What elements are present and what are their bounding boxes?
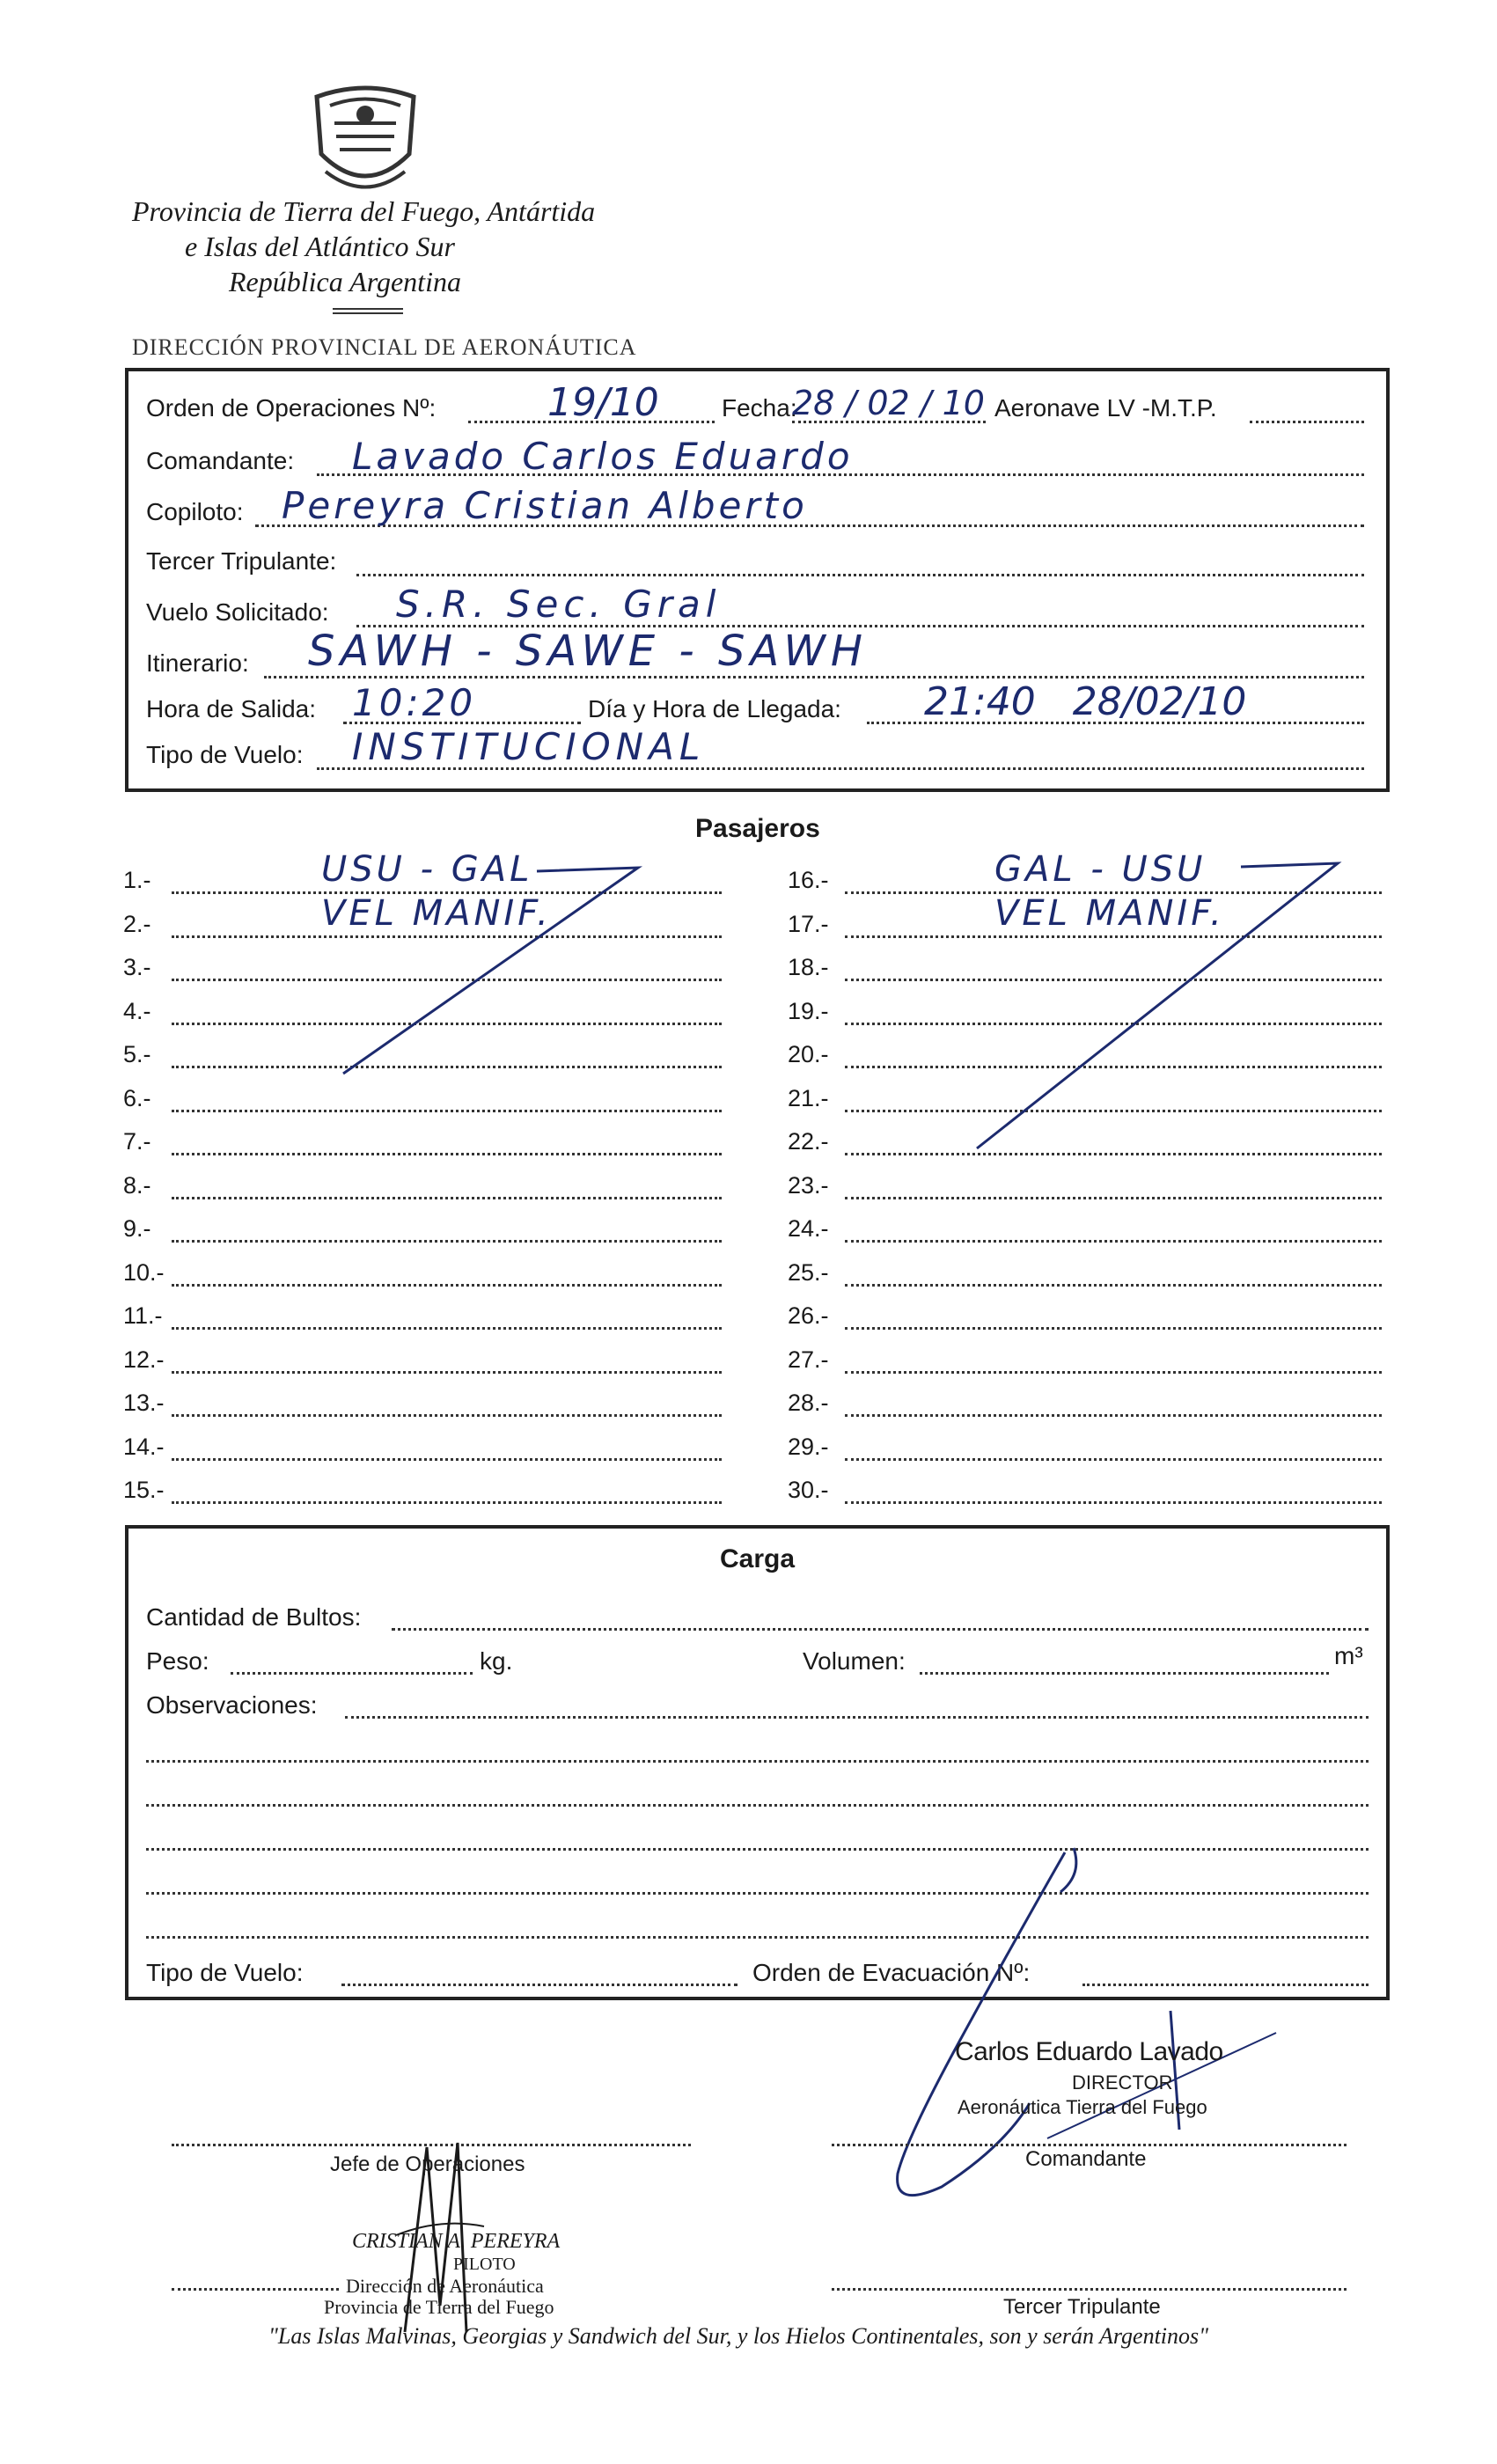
commander-label: Comandante: <box>146 447 295 474</box>
departure-label: Hora de Salida: <box>146 695 317 722</box>
passenger-line <box>172 1240 722 1243</box>
weight-unit: kg. <box>480 1647 513 1675</box>
volume-line <box>920 1672 1329 1675</box>
third-crew-line <box>356 574 1364 576</box>
province-line-1: Provincia de Tierra del Fuego, Antártida <box>132 195 596 227</box>
passenger-number: 8.- <box>123 1171 151 1199</box>
stamp2-org1: Dirección de Aeronáutica <box>346 2275 544 2297</box>
volume-unit: m³ <box>1334 1642 1363 1669</box>
province-coat-of-arms <box>299 84 431 202</box>
date-label: Fecha: <box>722 394 797 422</box>
passenger-line <box>172 1371 722 1374</box>
passenger-number: 28.- <box>788 1390 829 1416</box>
copilot-label: Copiloto: <box>146 498 244 525</box>
stamp1-name: Carlos Eduardo Lavado <box>955 2037 1223 2066</box>
passengers-title: Pasajeros <box>695 814 820 843</box>
passenger-number: 7.- <box>123 1128 151 1155</box>
commander-signature-line <box>832 2144 1347 2146</box>
stamp1-org: Aeronáutica Tierra del Fuego <box>958 2096 1207 2118</box>
passenger-line <box>845 1414 1382 1417</box>
passenger-line <box>845 1197 1382 1199</box>
ops-chief-lower-line <box>172 2288 339 2291</box>
arrival-label: Día y Hora de Llegada: <box>588 695 841 722</box>
passenger-number: 20.- <box>788 1041 829 1067</box>
passenger-number: 11.- <box>123 1302 163 1329</box>
commander-sign-label: Comandante <box>1025 2147 1147 2171</box>
province-line-2: e Islas del Atlántico Sur <box>185 231 455 262</box>
passenger-number: 18.- <box>788 954 829 980</box>
arrival-value: 21:40 28/02/10 <box>924 679 1247 724</box>
passenger-number: 19.- <box>788 997 829 1024</box>
passenger-line <box>845 1458 1382 1461</box>
operations-box <box>125 368 1390 792</box>
passenger-line <box>172 1458 722 1461</box>
flight-type-value: INSTITUCIONAL <box>352 725 706 768</box>
weight-line <box>231 1672 473 1675</box>
passenger-number: 9.- <box>123 1215 151 1242</box>
evacuation-label: Orden de Evacuación Nº: <box>752 1959 1031 1986</box>
departure-value: 10:20 <box>352 681 477 724</box>
passenger-line <box>172 1501 722 1504</box>
passenger-number: 26.- <box>788 1302 829 1329</box>
passenger-number: 13.- <box>123 1390 165 1416</box>
cargo-flight-type-label: Tipo de Vuelo: <box>146 1959 304 1986</box>
order-label: Orden de Operaciones Nº: <box>146 394 437 422</box>
observations-line-3 <box>146 1804 1369 1807</box>
third-crew-label: Tercer Tripulante: <box>146 547 337 575</box>
passenger-line <box>172 1110 722 1112</box>
ops-chief-label: Jefe de Operaciones <box>330 2152 525 2176</box>
passenger-line <box>845 1501 1382 1504</box>
stamp2-name: CRISTIAN A. PEREYRA <box>352 2230 561 2253</box>
passenger-number: 15.- <box>123 1477 165 1503</box>
direction-title: DIRECCIÓN PROVINCIAL DE AERONÁUTICA <box>132 334 637 360</box>
itinerary-line <box>264 676 1364 678</box>
stamp1-title: DIRECTOR <box>1072 2072 1173 2094</box>
passenger-number: 4.- <box>123 997 151 1024</box>
passengers-crossout-left <box>326 854 651 1082</box>
flight-requested-label: Vuelo Solicitado: <box>146 598 329 626</box>
packages-label: Cantidad de Bultos: <box>146 1603 362 1631</box>
passenger-number: 21.- <box>788 1084 829 1111</box>
header-divider <box>333 308 403 314</box>
passenger-number: 24.- <box>788 1215 829 1242</box>
packages-line <box>392 1628 1369 1631</box>
passenger-number: 3.- <box>123 954 151 980</box>
passenger-number: 5.- <box>123 1041 151 1067</box>
passenger-line <box>845 1371 1382 1374</box>
volume-label: Volumen: <box>803 1647 906 1675</box>
itinerary-value: SAWH - SAWE - SAWH <box>308 627 868 676</box>
passenger-line <box>172 1327 722 1330</box>
passenger-line <box>845 1284 1382 1287</box>
passenger-number: 25.- <box>788 1258 829 1286</box>
passenger-number: 17.- <box>788 910 829 937</box>
passenger-line <box>845 1240 1382 1243</box>
passenger-number: 12.- <box>123 1346 165 1373</box>
passenger-number: 30.- <box>788 1477 829 1503</box>
passenger-line <box>172 1197 722 1199</box>
cargo-title: Carga <box>720 1544 796 1573</box>
passenger-name: USU - GAL <box>321 849 533 890</box>
province-line-3: República Argentina <box>229 266 461 297</box>
passenger-number: 10.- <box>123 1258 165 1286</box>
flight-type-label: Tipo de Vuelo: <box>146 741 304 768</box>
passenger-line <box>172 1153 722 1155</box>
aircraft-label: Aeronave LV -M.T.P. <box>994 394 1217 422</box>
flight-requested-value: S.R. Sec. Gral <box>396 583 722 626</box>
passenger-line <box>172 1284 722 1287</box>
observations-line-1 <box>345 1716 1369 1719</box>
itinerary-label: Itinerario: <box>146 649 249 677</box>
stamp2-title: PILOTO <box>453 2255 516 2274</box>
stamp2-org2: Provincia de Tierra del Fuego <box>324 2296 554 2318</box>
passenger-number: 29.- <box>788 1433 829 1460</box>
footer-motto: "Las Islas Malvinas, Georgias y Sandwich del Sur, y los Hielos Continentales, son y serán Argentinos" <box>268 2323 1209 2349</box>
third-crew-signature-line <box>832 2288 1347 2291</box>
passenger-number: 27.- <box>788 1346 829 1373</box>
passenger-number: 1.- <box>123 867 151 893</box>
passenger-number: 6.- <box>123 1084 151 1111</box>
passenger-name: VEL MANIF. <box>994 892 1225 934</box>
commander-value: Lavado Carlos Eduardo <box>352 435 854 478</box>
aircraft-line <box>1250 421 1364 423</box>
passenger-name: VEL MANIF. <box>321 892 552 934</box>
observations-label: Observaciones: <box>146 1691 318 1719</box>
date-value: 28 / 02 / 10 <box>792 384 985 422</box>
passenger-number: 22.- <box>788 1128 829 1155</box>
passengers-crossout-right <box>950 840 1347 1166</box>
passenger-line <box>172 1414 722 1417</box>
copilot-value: Pereyra Cristian Alberto <box>282 484 808 527</box>
passenger-name: GAL - USU <box>994 849 1207 890</box>
passenger-number: 14.- <box>123 1433 165 1460</box>
passenger-number: 23.- <box>788 1171 829 1199</box>
passenger-number: 2.- <box>123 910 151 937</box>
cargo-flight-type-line <box>341 1984 737 1986</box>
passenger-number: 16.- <box>788 867 829 893</box>
passenger-line <box>845 1327 1382 1330</box>
third-crew-sign-label: Tercer Tripulante <box>1003 2295 1161 2319</box>
observations-line-2 <box>146 1760 1369 1763</box>
order-value: 19/10 <box>547 380 659 425</box>
weight-label: Peso: <box>146 1647 209 1675</box>
